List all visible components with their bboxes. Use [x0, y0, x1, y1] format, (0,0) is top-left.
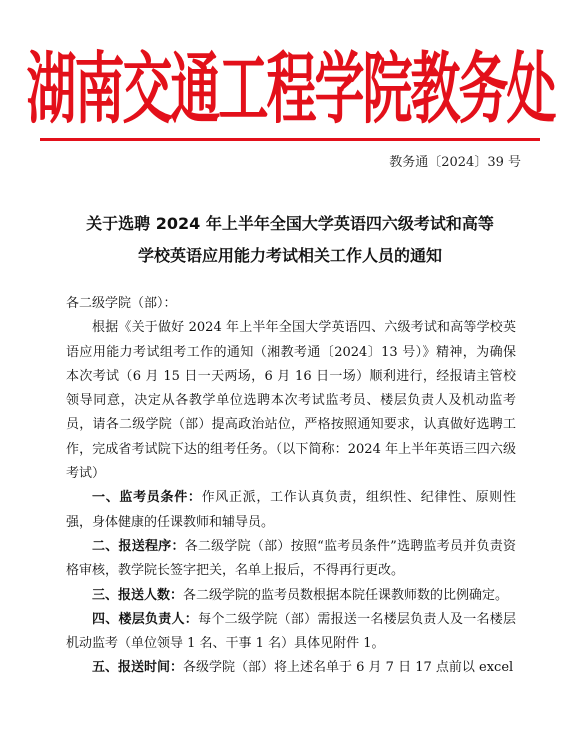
section-text: 各级学院（部）将上述名单于 6 月 7 日 17 点前以 excel: [183, 660, 514, 676]
document-body: [66, 292, 516, 681]
section-paragraph: [66, 656, 516, 680]
section-heading: 一、监考员条件：: [92, 490, 202, 506]
section-heading: 二、报送程序：: [92, 538, 185, 554]
document-number: 教务通〔2024〕39 号: [389, 155, 521, 170]
salutation: 各二级学院（部）：: [66, 296, 177, 311]
title-line-2: 学校英语应用能力考试相关工作人员的通知: [137, 246, 442, 265]
title-line-1: 关于选聘 2024 年上半年全国大学英语四六级考试和高等: [86, 214, 494, 233]
section-paragraph: [66, 486, 516, 535]
document-title: [50, 208, 530, 272]
section-text: 作风正派，工作认真负责，组织性、纪律性、原则性强，身体健康的任课教师和辅导员。: [66, 490, 516, 530]
section-paragraph: [66, 608, 516, 657]
intro-paragraph: 根据《关于做好 2024 年上半年全国大学英语四、六级考试和高等学校英语应用能力考试组考工作的通知（湘教考通〔2024〕13 号）》精神，为确保本次考试（6 月 15 日一天两场，6 月 16 日一场）顺利进行，经报请主管校领导同意，决定从各教学单位选聘本次考试监考员、楼层负责人及机动监考员，请各二级学院（部）提高政治站位，严格按照通知要求，认真做好选聘工作，完成省考试院下达的组考任务。（以下简称：2024 年上半年英语三四六级考试）: [66, 320, 516, 482]
section-paragraph: [66, 584, 516, 608]
masthead: [0, 38, 581, 135]
section-heading: 四、楼层负责人：: [92, 611, 199, 627]
section-text: 各二级学院的监考员数根据本院任课教师数的比例确定。: [183, 587, 509, 603]
section-text: 每个二级学院（部）需报送一名楼层负责人及一名楼层机动监考（单位领导 1 名、干事 1 名）具体见附件 1。: [66, 611, 516, 652]
red-divider-rule: [40, 138, 540, 141]
org-name-masthead: 湖南交通工程学院教务处: [26, 44, 555, 135]
section-text: 各二级学院（部）按照“监考员条件”选聘监考员并负责资格审核，教学院长签字把关，名单上报后，不得再行更改。: [66, 538, 516, 579]
section-heading: 五、报送时间：: [92, 660, 184, 676]
section-heading: 三、报送人数：: [92, 587, 184, 603]
section-paragraph: [66, 535, 516, 584]
